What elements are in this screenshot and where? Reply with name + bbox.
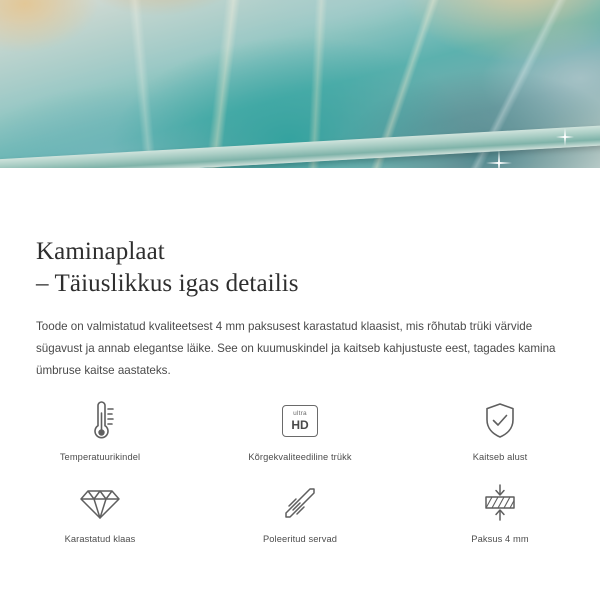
feature-temperature-resistant bbox=[0, 398, 200, 462]
product-description: Toode on valmistatud kvaliteetsest 4 mm paksusest karastatud klaasist, mis rõhutab trüki värvide sügavust ja annab elegantse läike. See on kuumuskindel ja kaitseb kahjustuste eest, tagades kamina ümbruse kaitse aastateks. bbox=[36, 320, 556, 377]
ultra-hd-badge-top: ultra bbox=[293, 410, 307, 418]
bottom-mask bbox=[0, 168, 600, 222]
feature-protects-surface bbox=[400, 398, 600, 462]
feature-label: Paksus 4 mm bbox=[471, 534, 529, 544]
feature-grid bbox=[0, 398, 600, 544]
feature-label: Temperatuurikindel bbox=[59, 452, 141, 462]
feature-label: Karastatud klaas bbox=[64, 534, 136, 544]
feature-label: Kaitseb alust bbox=[472, 452, 528, 462]
page-title bbox=[0, 222, 600, 300]
feature-thickness bbox=[400, 480, 600, 544]
feature-label: Poleeritud servad bbox=[262, 534, 338, 544]
thickness-icon bbox=[478, 480, 522, 526]
shield-check-icon bbox=[480, 398, 520, 444]
feature-high-quality-print bbox=[200, 398, 400, 462]
feature-polished-edges bbox=[200, 480, 400, 544]
hero-image bbox=[0, 0, 600, 222]
page-title-line-2: – Täiuslikkus igas detailis bbox=[36, 270, 299, 297]
diamond-icon bbox=[79, 480, 121, 526]
feature-tempered-glass bbox=[0, 480, 200, 544]
ultra-hd-badge-bottom: HD bbox=[291, 417, 309, 432]
ultra-hd-badge bbox=[282, 405, 318, 437]
ultra-hd-icon bbox=[282, 398, 318, 444]
feature-label: Kõrgekvaliteediline trükk bbox=[248, 452, 352, 462]
text-content bbox=[0, 222, 600, 382]
page-title-line-1: Kaminaplaat bbox=[36, 238, 165, 265]
polished-edge-icon bbox=[280, 480, 320, 526]
thermometer-icon bbox=[80, 398, 120, 444]
